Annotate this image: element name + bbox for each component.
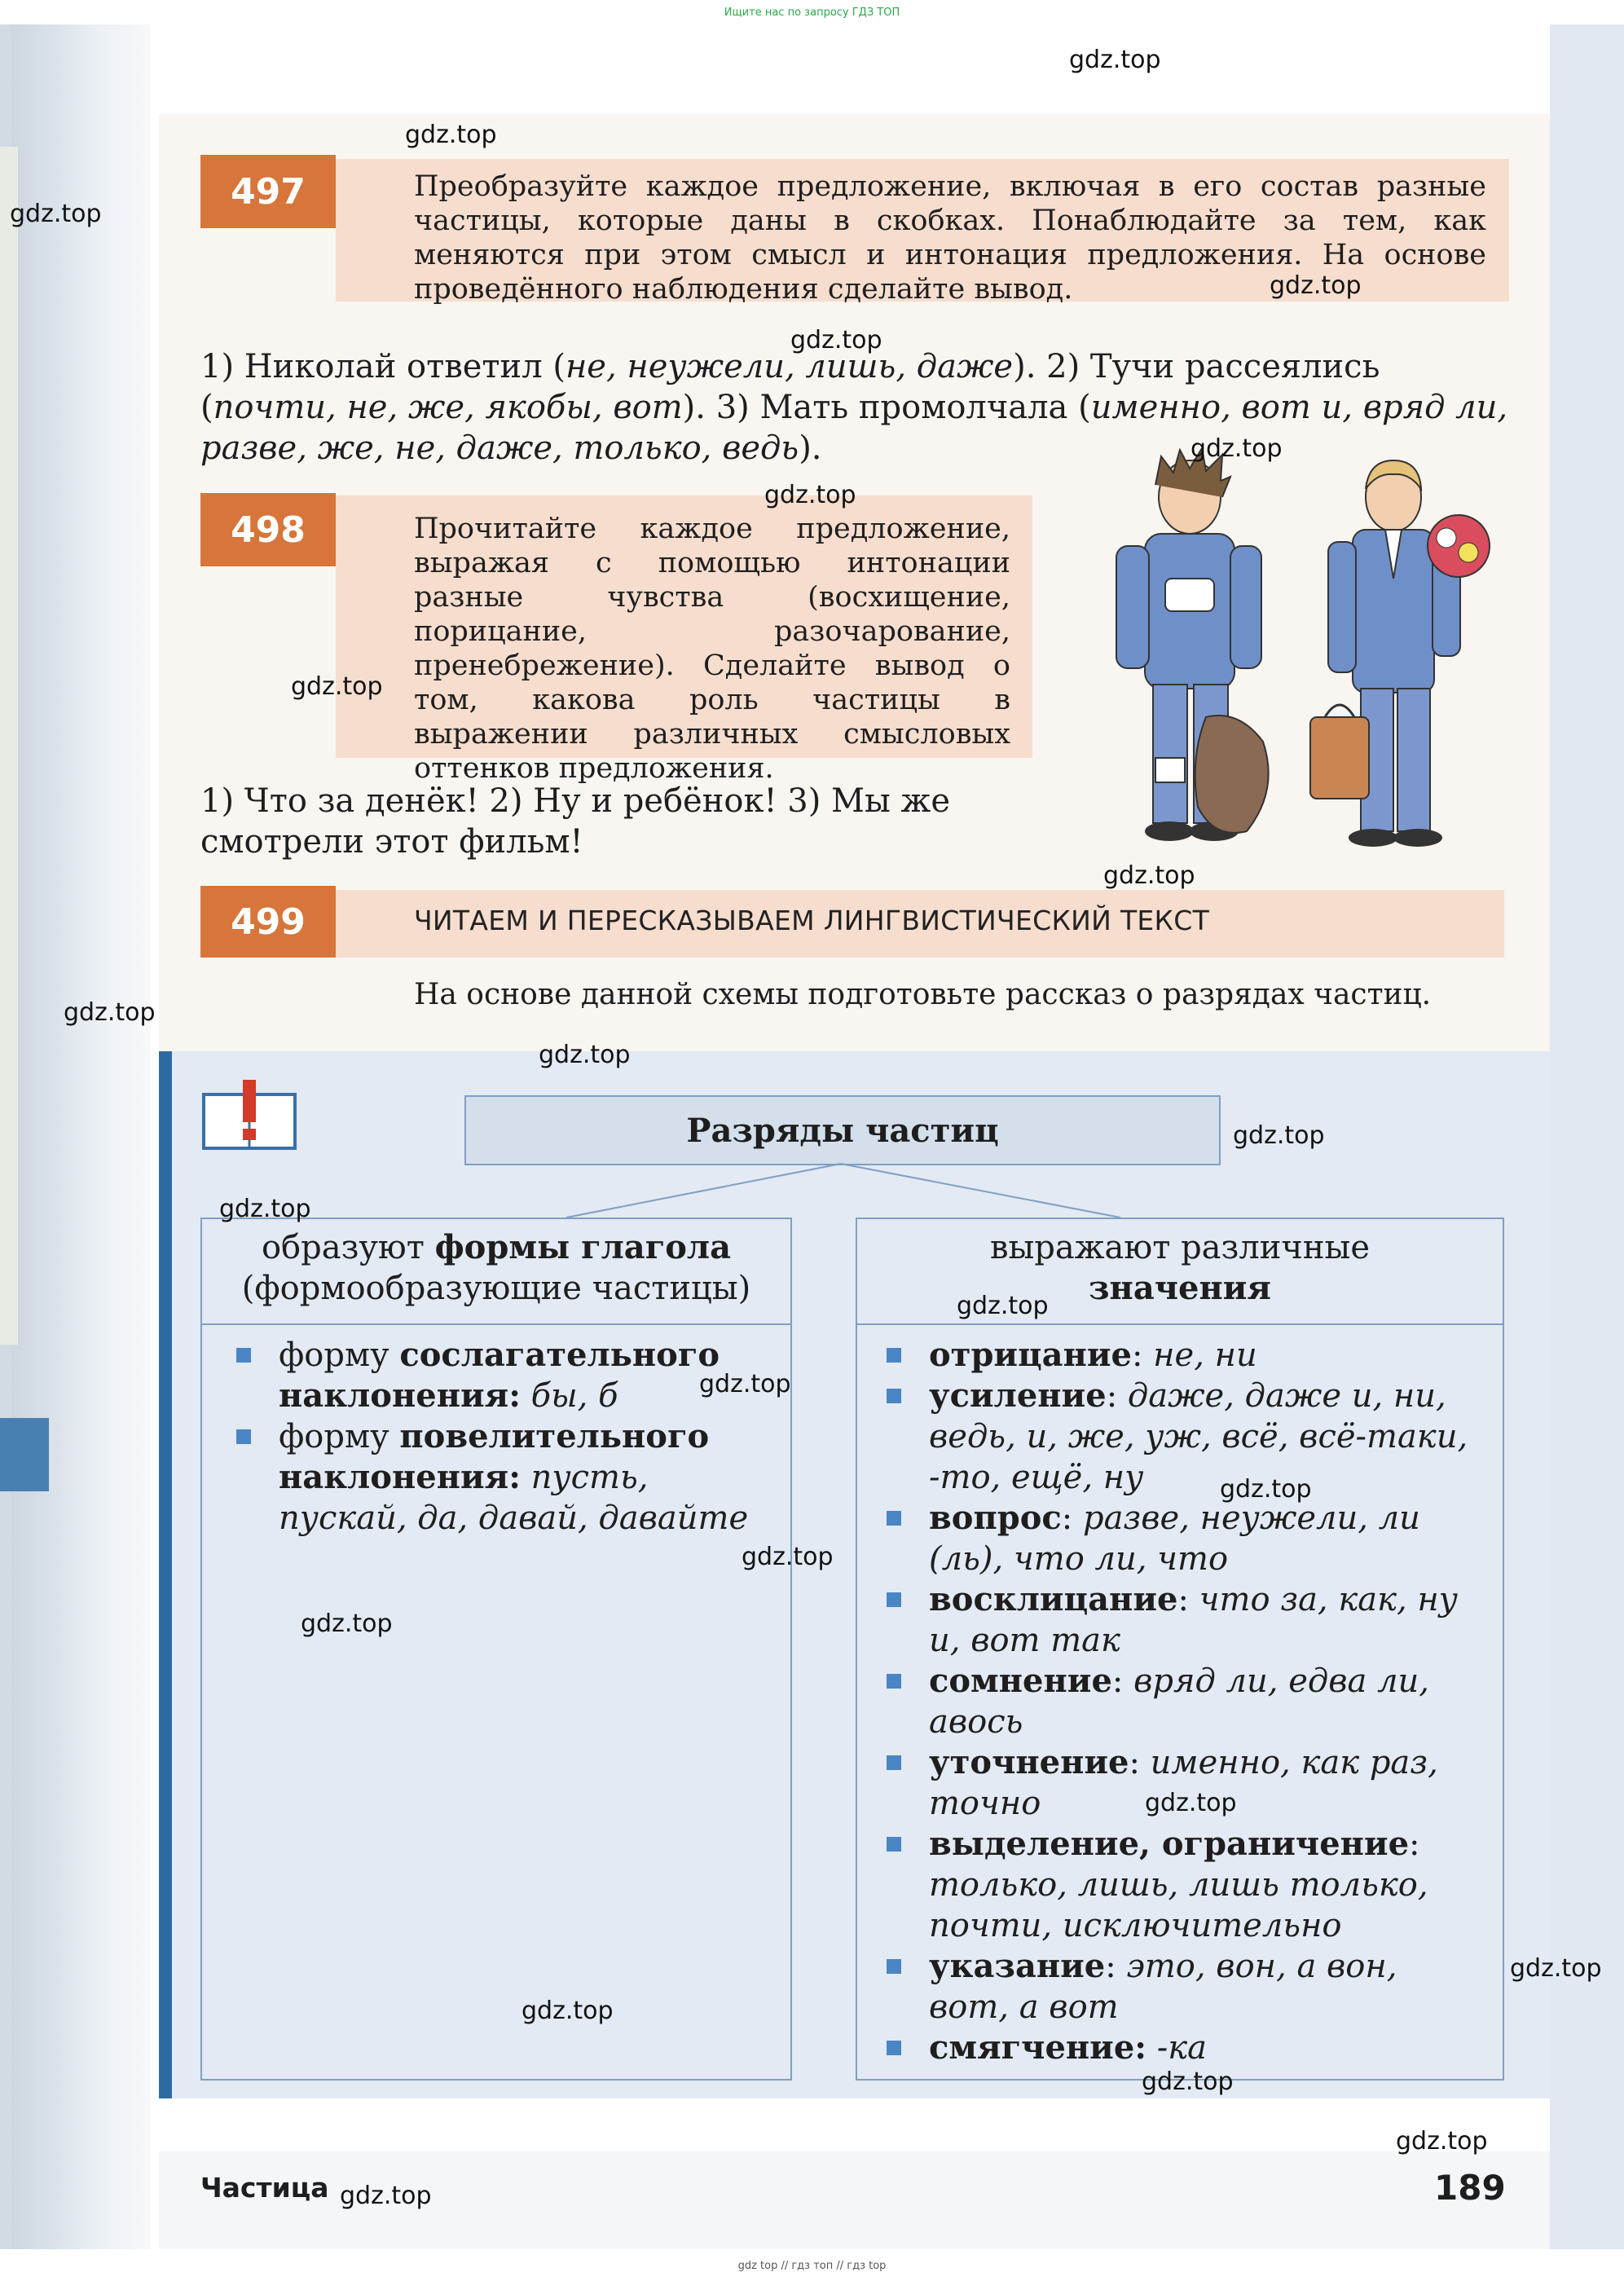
watermark: gdz.top xyxy=(742,1543,834,1571)
watermark: gdz.top xyxy=(1510,1954,1602,1983)
exercise-497-number: 497 xyxy=(200,155,336,228)
sentence-3-text: ). 3) Мать промолчала ( xyxy=(682,389,1091,426)
watermark: gdz.top xyxy=(405,121,497,149)
watermark: gdz.top xyxy=(1103,861,1195,890)
bottom-banner: gdz top // гдз топ // гдз top xyxy=(737,2260,887,2272)
watermark: gdz.top xyxy=(1069,46,1161,74)
neat-boy-figure xyxy=(1310,460,1490,847)
sentence-3-particles: именно, вот и, вряд ли, разве, же, не, даже, только, ведь xyxy=(200,389,1508,467)
scheme-left-list xyxy=(230,1335,768,1539)
watermark: gdz.top xyxy=(699,1370,791,1398)
sentence-2-text: ). 2) Тучи рассеялись ( xyxy=(200,348,1380,426)
scheme-right-list xyxy=(880,1335,1475,2068)
list-item: вопрос: разве, неужели, ли (ль), что ли, что xyxy=(880,1498,1475,1579)
exercise-498-sentences: 1) Что за денёк! 2) Ну и ребёнок! 3) Мы же смотрели этот фильм! xyxy=(200,782,950,861)
exercise-499-number: 499 xyxy=(200,886,336,958)
watermark: gdz.top xyxy=(1396,2127,1488,2156)
list-item: усиление: даже, даже и, ни, ведь, и, же, уж, всё, всё-таки, -то, ещё, ну xyxy=(880,1376,1475,1498)
watermark: gdz.top xyxy=(790,326,882,354)
list-item: выделение, ограничение: только, лишь, лишь только, почти, исключительно xyxy=(880,1824,1475,1946)
list-item: сомнение: вряд ли, едва ли, авось xyxy=(880,1661,1475,1742)
book-exclamation-icon xyxy=(200,1080,298,1153)
left-page-strip xyxy=(0,147,18,1345)
left-header-bold: формы глагола xyxy=(434,1228,732,1266)
exercise-497-task: Преобразуйте каждое предложение, включая в его состав разные частицы, которые даны в скобках. Понаблюдайте за тем, как меняются при этом смысл и интонация предложения. На основе проведённого наблюдения сделайте вывод. xyxy=(414,170,1486,306)
watermark: gdz.top xyxy=(1220,1475,1312,1504)
watermark: gdz.top xyxy=(1270,271,1362,300)
watermark: gdz.top xyxy=(340,2182,432,2210)
list-item: восклицание: что за, как, ну и, вот так xyxy=(880,1579,1475,1661)
footer-section-title: Частица xyxy=(200,2172,329,2204)
scruffy-boy-figure xyxy=(1116,448,1269,841)
watermark: gdz.top xyxy=(1142,2067,1234,2096)
page-binding xyxy=(0,24,151,2249)
watermark: gdz.top xyxy=(1190,434,1283,463)
watermark: gdz.top xyxy=(539,1041,631,1069)
scheme-left-header xyxy=(202,1227,790,1309)
watermark: gdz.top xyxy=(957,1292,1049,1320)
watermark: gdz.top xyxy=(764,481,856,509)
right-header-line1: выражают различные xyxy=(989,1229,1371,1266)
watermark: gdz.top xyxy=(1233,1121,1325,1150)
left-page-blue-tab xyxy=(0,1418,49,1491)
right-margin xyxy=(1550,24,1624,2249)
exercise-499-title: ЧИТАЕМ И ПЕРЕСКАЗЫВАЕМ ЛИНГВИСТИЧЕСКИЙ ТЕКСТ xyxy=(414,905,1210,936)
list-item: смягчение: -ка xyxy=(880,2028,1475,2068)
sentence-1-particles: не, неужели, лишь, даже xyxy=(565,348,1014,385)
watermark: gdz.top xyxy=(64,998,156,1027)
scheme-title: Разряды частиц xyxy=(464,1095,1221,1165)
watermark: gdz.top xyxy=(10,200,102,228)
list-item: отрицание: не, ни xyxy=(880,1335,1475,1376)
scheme-accent-bar xyxy=(159,1051,172,2098)
watermark: gdz.top xyxy=(1145,1789,1237,1817)
right-header-bold: значения xyxy=(1089,1269,1271,1307)
sentence-1-text: 1) Николай ответил ( xyxy=(200,348,566,385)
exercise-498-number: 498 xyxy=(200,493,336,566)
watermark: gdz.top xyxy=(219,1195,311,1223)
watermark: gdz.top xyxy=(291,672,383,701)
exercise-499-task: На основе данной схемы подготовьте рассказ о разрядах частиц. xyxy=(414,978,1432,1011)
list-item: форму сослагательного наклонения: бы, б xyxy=(230,1335,768,1416)
watermark: gdz.top xyxy=(522,1997,614,2025)
exercise-498-task: Прочитайте каждое предложение, выражая с помощью интонации разные чувства (восхищение, порицание, разочарование, пренебрежение). Сделайте вывод о том, какова роль частицы в выражении различных смысловых оттенков предложения. xyxy=(414,513,1010,785)
watermark: gdz.top xyxy=(301,1609,393,1638)
list-item: форму повелительного наклонения: пусть, пускай, да, давай, давайте xyxy=(230,1416,768,1539)
list-item: уточнение: именно, как раз, точно xyxy=(880,1742,1475,1824)
top-banner: Ищите нас по запросу ГДЗ ТОП xyxy=(724,7,900,19)
left-header-line2: (формообразующие частицы) xyxy=(241,1270,751,1307)
scheme-right-header xyxy=(857,1227,1503,1309)
page-number: 189 xyxy=(1434,2168,1506,2208)
left-header-pre: образуют xyxy=(261,1229,435,1266)
boys-illustration xyxy=(1084,448,1524,864)
sentence-end: ). xyxy=(799,429,822,467)
scheme-connector-lines xyxy=(554,1162,1141,1219)
sentence-2-particles: почти, не, же, якобы, вот xyxy=(213,389,683,426)
list-item: указание: это, вон, а вон, вот, а вот xyxy=(880,1946,1475,2028)
